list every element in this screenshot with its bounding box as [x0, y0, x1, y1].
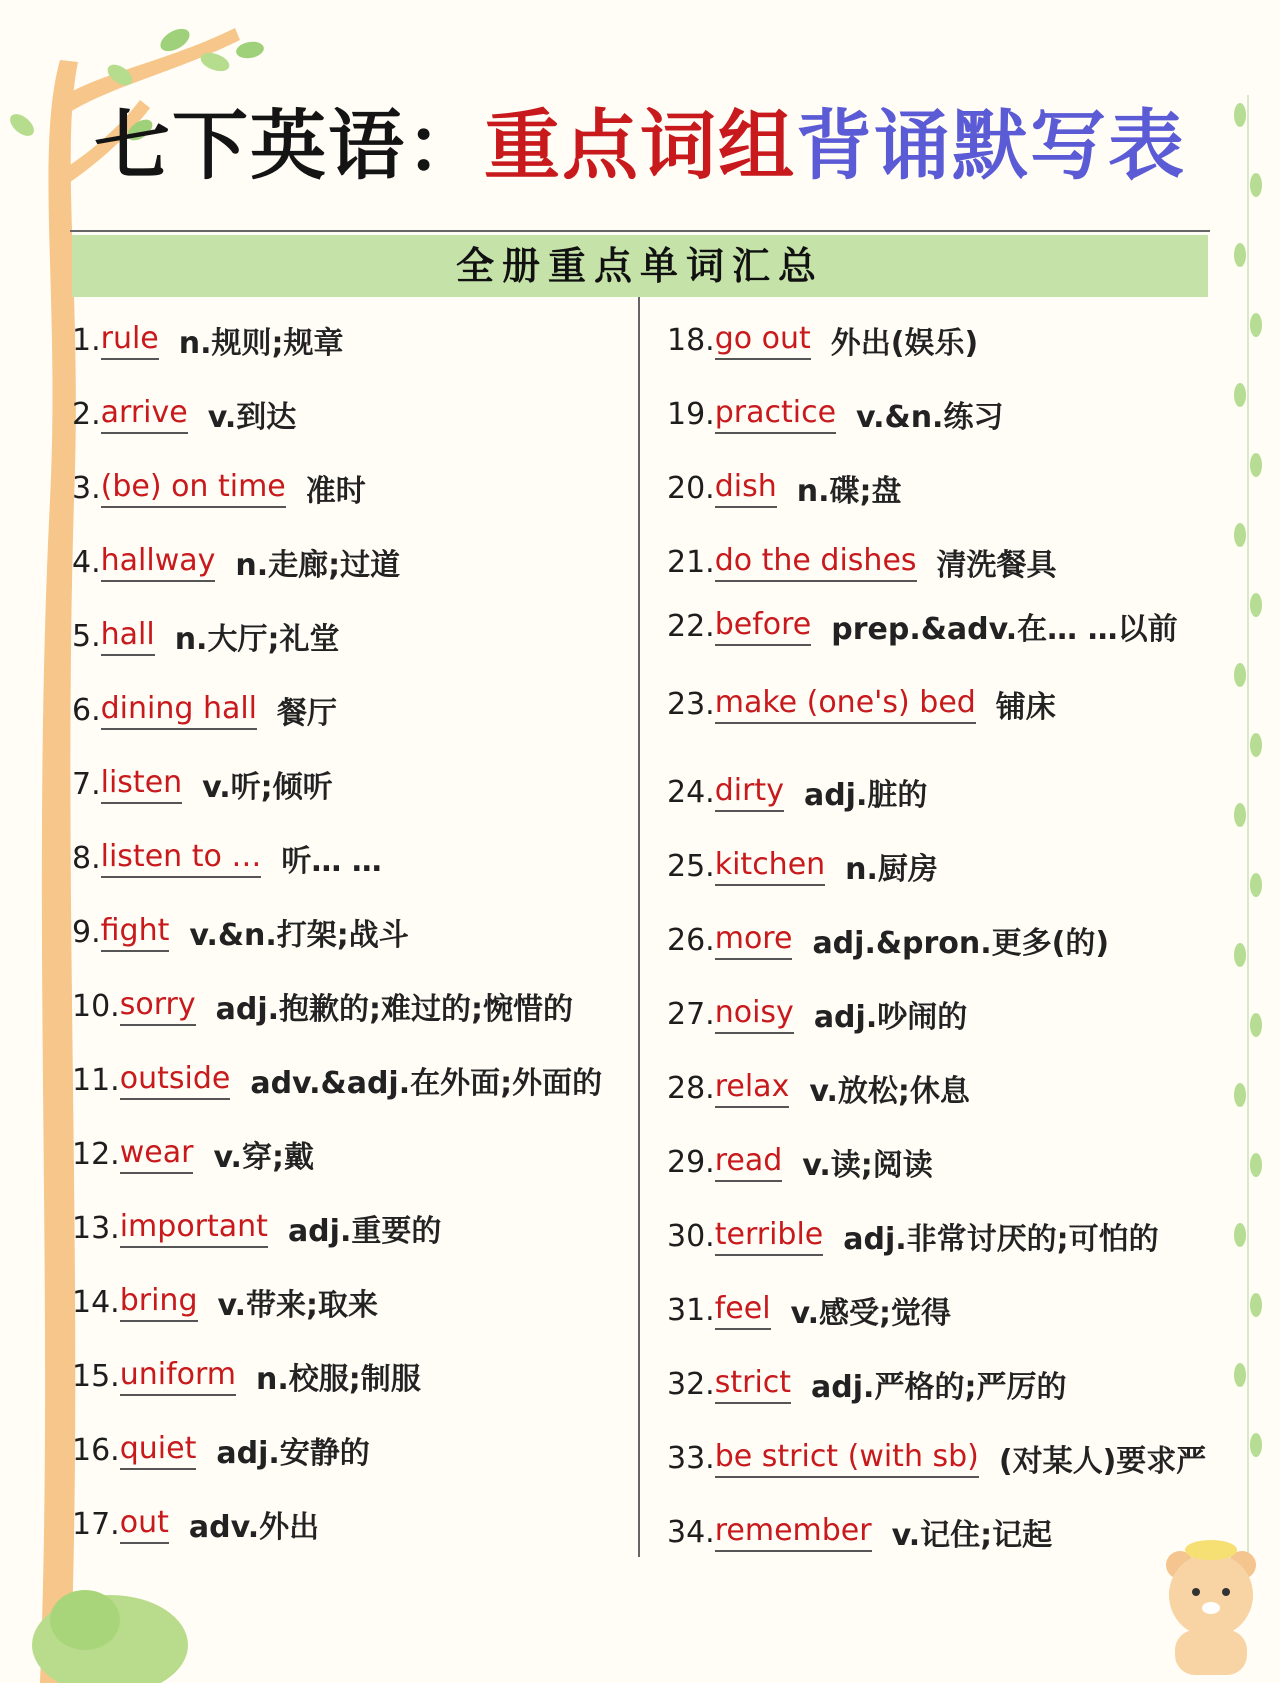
vocab-meaning: prep.&adv.在… …以前	[831, 612, 1178, 647]
vocab-number: 20.	[667, 470, 715, 506]
vocab-word: outside	[120, 1061, 231, 1100]
vocab-word: bring	[120, 1283, 198, 1322]
vocab-row	[72, 1058, 602, 1102]
vocab-row	[72, 540, 400, 584]
vocab-number: 14.	[72, 1284, 120, 1320]
vocab-number: 17.	[72, 1506, 120, 1542]
vocab-meaning: adv.&adj.在外面;外面的	[250, 1066, 603, 1101]
vocab-row	[667, 318, 978, 362]
vocab-row	[72, 1132, 314, 1176]
vocab-number: 8.	[72, 840, 101, 876]
vocab-meaning: 餐厅	[277, 696, 338, 731]
page-title	[0, 100, 1280, 191]
vocab-number: 30.	[667, 1218, 715, 1254]
vocab-number: 18.	[667, 322, 715, 358]
vocab-row	[667, 1214, 1159, 1258]
vocab-meaning: n.碟;盘	[796, 474, 902, 509]
vocab-number: 3.	[72, 470, 101, 506]
vocab-number: 23.	[667, 686, 715, 722]
vocab-meaning: adj.吵闹的	[813, 1000, 968, 1035]
vocab-number: 31.	[667, 1292, 715, 1328]
vocab-word: wear	[120, 1135, 194, 1174]
vocab-word: rule	[101, 321, 159, 360]
vocab-row	[667, 918, 1109, 962]
vocab-meaning: 准时	[305, 474, 366, 509]
vocab-meaning: n.校服;制服	[256, 1362, 421, 1397]
vocab-meaning: v.&n.练习	[856, 400, 1004, 435]
vocab-number: 25.	[667, 848, 715, 884]
vocab-word: arrive	[101, 395, 188, 434]
vocab-word: important	[120, 1209, 268, 1248]
leaf-vine-icon	[1220, 95, 1280, 1595]
title-part-2: 重点词组	[484, 101, 796, 190]
vocab-number: 6.	[72, 692, 101, 728]
vocab-word: do the dishes	[715, 543, 917, 582]
vocab-word: practice	[715, 395, 836, 434]
vocab-row	[667, 844, 938, 888]
vocab-meaning: v.感受;觉得	[790, 1296, 952, 1331]
vocab-number: 4.	[72, 544, 101, 580]
vocab-meaning: 清洗餐具	[936, 548, 1057, 583]
vocab-row	[667, 770, 927, 814]
vocab-row	[667, 1436, 1206, 1480]
vocab-word: go out	[715, 321, 811, 360]
vocab-meaning: adj.&pron.更多(的)	[812, 926, 1110, 961]
vocab-row	[72, 614, 339, 658]
vocab-number: 34.	[667, 1514, 715, 1550]
vocab-word: strict	[715, 1365, 791, 1404]
vocab-number: 10.	[72, 988, 120, 1024]
vocab-number: 15.	[72, 1358, 120, 1394]
vocab-row	[72, 466, 366, 510]
vocab-number: 27.	[667, 996, 715, 1032]
vocab-row	[72, 1206, 441, 1250]
vocab-row	[667, 682, 1056, 726]
vocab-word: hall	[101, 617, 155, 656]
bear-icon	[1150, 1530, 1275, 1680]
vocab-meaning: adj.脏的	[803, 778, 928, 813]
vocab-word: quiet	[120, 1431, 197, 1470]
vocab-row	[667, 392, 1003, 436]
vocab-meaning: adv.外出	[188, 1510, 320, 1545]
vocab-meaning: v.放松;休息	[809, 1074, 970, 1109]
vocab-number: 24.	[667, 774, 715, 810]
vocab-word: dirty	[715, 773, 784, 812]
vocab-meaning: n.走廊;过道	[235, 548, 401, 583]
vocab-row	[72, 910, 409, 954]
vocab-number: 28.	[667, 1070, 715, 1106]
vocab-row	[72, 836, 382, 880]
vocab-number: 7.	[72, 766, 101, 802]
vocab-meaning: v.&n.打架;战斗	[189, 918, 409, 953]
vocab-row	[667, 1510, 1052, 1554]
vocab-row	[667, 992, 967, 1036]
vocab-row	[667, 1140, 933, 1184]
vocab-number: 32.	[667, 1366, 715, 1402]
vocab-row	[72, 1280, 378, 1324]
vocab-row	[72, 1502, 319, 1546]
vocab-word: terrible	[715, 1217, 824, 1256]
title-part-3: 背诵默写表	[796, 101, 1186, 190]
vocab-word: hallway	[101, 543, 216, 582]
vocab-row	[72, 1428, 370, 1472]
vocab-meaning: adj.严格的;严厉的	[811, 1370, 1067, 1405]
vocab-row	[667, 540, 1057, 584]
section-banner: 全册重点单词汇总	[72, 235, 1208, 297]
vocab-number: 11.	[72, 1062, 120, 1098]
vocab-word: relax	[715, 1069, 790, 1108]
vocab-meaning: v.带来;取来	[217, 1288, 379, 1323]
vocab-number: 2.	[72, 396, 101, 432]
vocab-number: 29.	[667, 1144, 715, 1180]
vocab-word: dish	[715, 469, 777, 508]
vocab-word: feel	[715, 1291, 771, 1330]
vocab-number: 33.	[667, 1440, 715, 1476]
vocab-row	[72, 1354, 421, 1398]
vocab-meaning: v.听;倾听	[202, 770, 333, 805]
vocab-word: out	[120, 1505, 169, 1544]
vocab-row	[667, 604, 1178, 648]
vocab-word: more	[715, 921, 793, 960]
vocab-number: 9.	[72, 914, 101, 950]
vocab-row	[72, 762, 333, 806]
vocab-meaning: v.到达	[207, 400, 297, 435]
vocab-meaning: (对某人)要求严	[998, 1444, 1207, 1479]
vocab-meaning: 听… …	[281, 844, 382, 879]
vocab-number: 16.	[72, 1432, 120, 1468]
vocab-word: kitchen	[715, 847, 825, 886]
vocab-row	[667, 466, 902, 510]
vocab-meaning: n.规则;规章	[178, 326, 344, 361]
vocab-word: be strict (with sb)	[715, 1439, 979, 1478]
vocab-word: fight	[101, 913, 170, 952]
vocab-word: read	[715, 1143, 783, 1182]
vocab-word: sorry	[120, 987, 196, 1026]
vocab-row	[72, 392, 296, 436]
vocab-number: 12.	[72, 1136, 120, 1172]
vocab-meaning: 外出(娱乐)	[830, 326, 979, 361]
vocab-word: noisy	[715, 995, 794, 1034]
vocab-row	[667, 1066, 970, 1110]
vocab-word: make (one's) bed	[715, 685, 976, 724]
vocab-meaning: v.读;阅读	[802, 1148, 933, 1183]
vocab-number: 26.	[667, 922, 715, 958]
vocab-word: remember	[715, 1513, 872, 1552]
vocab-meaning: adj.抱歉的;难过的;惋惜的	[215, 992, 574, 1027]
vocab-meaning: 铺床	[995, 690, 1056, 725]
vocab-number: 19.	[667, 396, 715, 432]
vocab-number: 13.	[72, 1210, 120, 1246]
vocab-row	[72, 984, 573, 1028]
column-divider	[638, 297, 640, 1557]
vocab-number: 5.	[72, 618, 101, 654]
vocab-number: 1.	[72, 322, 101, 358]
title-part-1: 七下英语：	[94, 101, 484, 190]
vocab-word: before	[715, 607, 812, 646]
vocab-row	[72, 318, 344, 362]
vocab-meaning: n.厨房	[845, 852, 938, 887]
vocab-meaning: adj.非常讨厌的;可怕的	[843, 1222, 1159, 1257]
vocab-meaning: adj.重要的	[287, 1214, 442, 1249]
vocab-meaning: n.大厅;礼堂	[174, 622, 340, 657]
vocab-meaning: adj.安静的	[216, 1436, 370, 1471]
vocab-word: listen	[101, 765, 183, 804]
vocab-row	[667, 1288, 951, 1332]
vocab-meaning: v.记住;记起	[891, 1518, 1053, 1553]
vocab-word: listen to …	[101, 839, 262, 878]
vocab-row	[72, 688, 337, 732]
top-rule	[70, 230, 1210, 232]
vocab-number: 21.	[667, 544, 715, 580]
vocab-word: uniform	[120, 1357, 236, 1396]
vocab-word: dining hall	[101, 691, 257, 730]
vocab-meaning: v.穿;戴	[213, 1140, 314, 1175]
vocab-number: 22.	[667, 608, 715, 644]
vocab-row	[667, 1362, 1066, 1406]
vocab-word: (be) on time	[101, 469, 286, 508]
bush-icon	[30, 1550, 190, 1683]
